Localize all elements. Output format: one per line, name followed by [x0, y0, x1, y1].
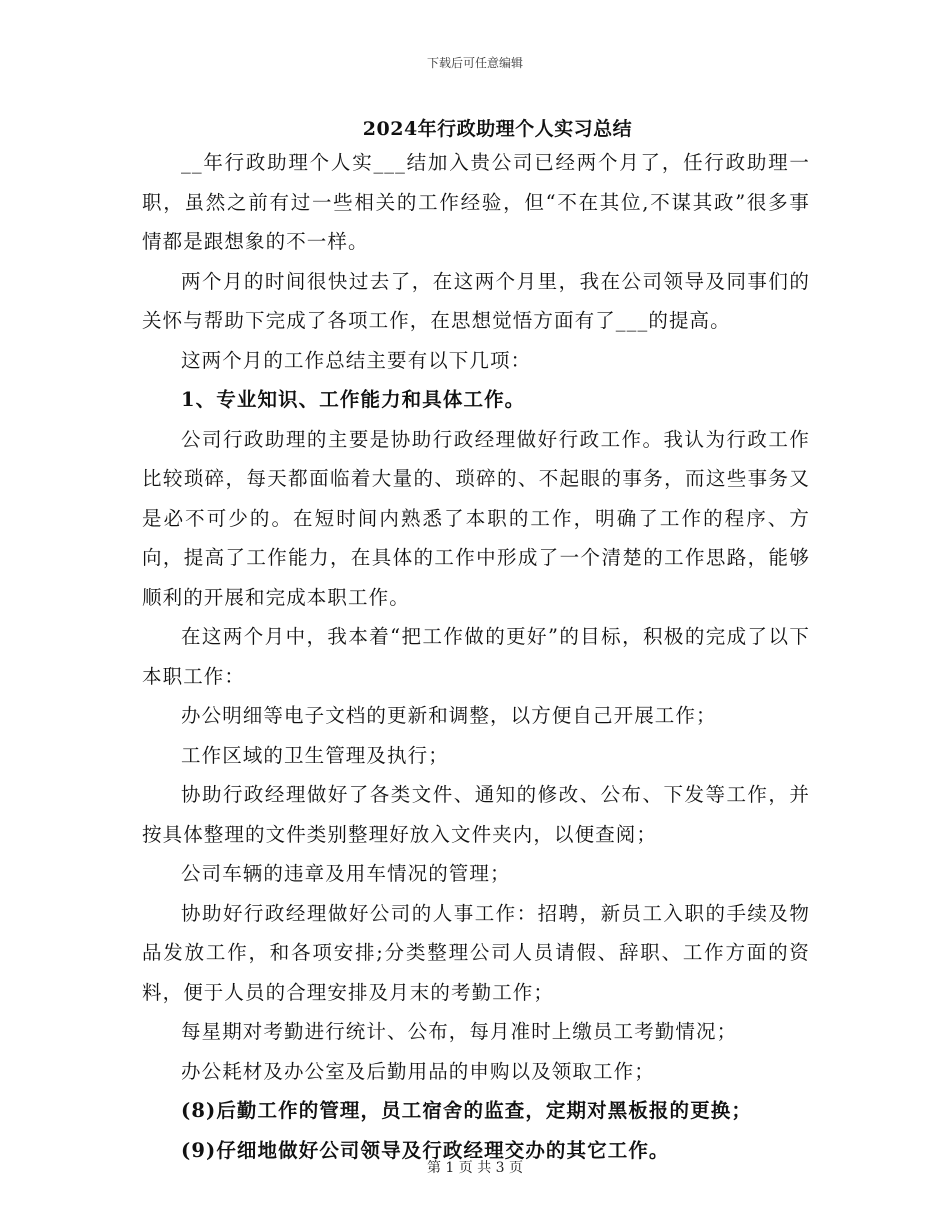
- list-item-bold: (9)仔细地做好公司领导及行政经理交办的其它工作。: [181, 1138, 670, 1162]
- page-number-footer: 第 1 页 共 3 页: [426, 1160, 524, 1176]
- document-title: 2024年行政助理个人实习总结: [362, 118, 633, 140]
- paragraph-intro: __年行政助理个人实___结加入贵公司已经两个月了，任行政助理一职，虽然之前有过一些相关的工作经验，但“不在其位,不谋其政”很多事情都是跟想象的不一样。: [142, 151, 810, 253]
- list-item: 每星期对考勤进行统计、公布，每月准时上缴员工考勤情况；: [181, 1020, 738, 1043]
- paragraph-goal: 在这两个月中，我本着“把工作做的更好”的目标，积极的完成了以下本职工作：: [142, 625, 810, 688]
- list-item: 协助行政经理做好了各类文件、通知的修改、公布、下发等工作，并按具体整理的文件类别整理好放入文件夹内，以便查阅；: [142, 783, 810, 846]
- list-item: 协助好行政经理做好公司的人事工作：招聘，新员工入职的手续及物品发放工作，和各项安排;分类整理公司人员请假、辞职、工作方面的资料，便于人员的合理安排及月末的考勤工作；: [142, 901, 810, 1004]
- header-note: 下载后可任意编辑: [426, 56, 523, 70]
- document-body: [142, 143, 810, 1170]
- section-heading: 1、专业知识、工作能力和具体工作。: [181, 388, 526, 411]
- paragraph-summary-lead: 这两个月的工作总结主要有以下几项：: [181, 348, 532, 372]
- list-item: 公司车辆的违章及用车情况的管理；: [181, 862, 511, 885]
- paragraph-role-description: 公司行政助理的主要是协助行政经理做好行政工作。我认为行政工作比较琐碎，每天都面临着大量的、琐碎的、不起眼的事务，而这些事务又是必不可少的。在短时间内熟悉了本职的工作，明确了工作的程序、方向，提高了工作能力，在具体的工作中形成了一个清楚的工作思路，能够顺利的开展和完成本职工作。: [142, 427, 810, 609]
- list-item: 办公明细等电子文档的更新和调整，以方便自己开展工作；: [181, 704, 717, 727]
- list-item: 办公耗材及办公室及后勤用品的申购以及领取工作；: [181, 1059, 655, 1083]
- paragraph-two-months: 两个月的时间很快过去了，在这两个月里，我在公司领导及同事们的关怀与帮助下完成了各项工作，在思想觉悟方面有了___的提高。: [142, 269, 810, 332]
- list-item-bold: (8)后勤工作的管理，员工宿舍的监查，定期对黑板报的更换；: [181, 1099, 752, 1122]
- list-item: 工作区域的卫生管理及执行；: [181, 743, 449, 767]
